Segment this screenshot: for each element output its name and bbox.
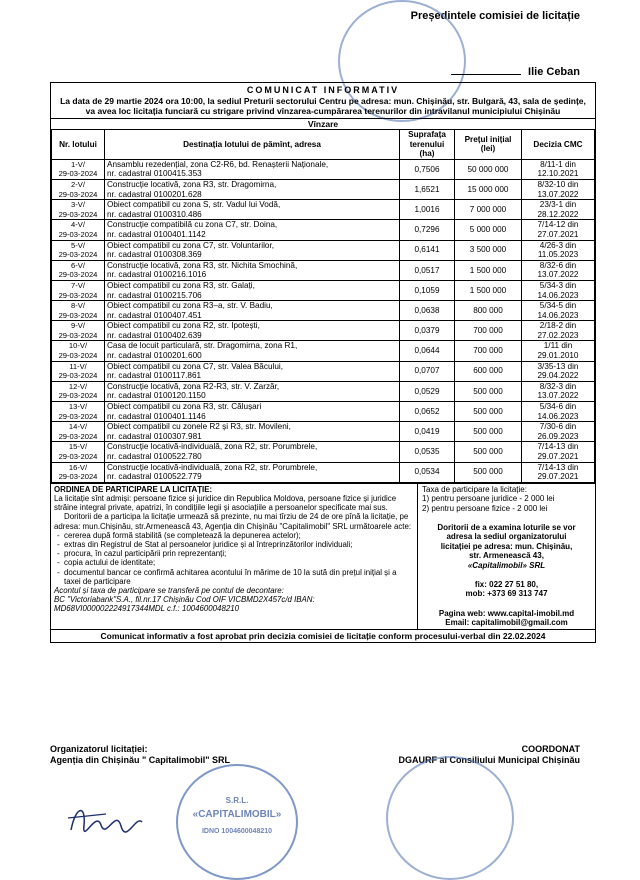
lot-number-cell-text: 11-V/ (69, 361, 87, 371)
destination-cell-text: nr. cadastral 0100120.1150 (107, 391, 206, 401)
document-title: COMUNICAT INFORMATIV (246, 85, 400, 95)
destination-cell-text: nr. cadastral 0100201.600 (107, 351, 202, 361)
decision-cell-text: 8/11-1 din (540, 159, 576, 169)
decision-cell-text: 13.07.2022 (537, 189, 579, 199)
lot-number-cell-text: 13-V/ (68, 402, 88, 412)
president-title: Președintele comisiei de licitație (410, 10, 580, 22)
price-cell-text: 700 000 (473, 326, 503, 336)
decision-cell-text: 13.07.2022 (537, 391, 579, 401)
destination-cell (105, 159, 400, 179)
lot-number-cell (52, 200, 105, 220)
table-row (52, 462, 595, 482)
area-cell (400, 462, 455, 482)
decision-cell-text: 27.07.2021 (537, 229, 579, 239)
price-cell-text: 1 500 000 (469, 265, 507, 275)
destination-cell-text: Obiect compatibil cu zona R2, str. Ipotești, (107, 321, 260, 331)
area-cell-text: 0,0535 (414, 447, 440, 457)
lot-number-cell-text: 29-03-2024 (58, 270, 98, 280)
decision-cell-text: 5/34-3 din (539, 280, 577, 290)
organizer-label: Organizatorul licitației: (50, 744, 148, 754)
destination-cell-text: nr. cadastral 0100215.706 (107, 290, 202, 300)
approval-note: Comunicat informativ a fost aprobat prin decizia comisiei de licitație conform procesului-verbal din 22.02.2024 (51, 629, 595, 642)
lot-number-cell-text: 6-V/ (71, 260, 85, 270)
lot-number-cell (52, 159, 105, 179)
coordonat-name: DGAURF al Consiliului Municipal Chișinău (398, 755, 580, 765)
lot-number-cell (52, 179, 105, 199)
area-cell (400, 341, 455, 361)
destination-cell (105, 220, 400, 240)
list-item: - documentul bancar ce confirmă achitarea acontului în mărime de 10 la sută din prețul inițial și a taxei de participare (64, 568, 414, 586)
lot-number-cell (52, 260, 105, 280)
area-cell-text: 0,7296 (414, 225, 440, 235)
area-cell (400, 159, 455, 179)
decision-cell-text: 14.06.2023 (537, 310, 579, 320)
fee-physical: 2) pentru persoane fizice - 2 000 lei (422, 503, 548, 513)
table-row (52, 260, 595, 280)
lot-number-cell-text: 29-03-2024 (58, 351, 98, 361)
examine-line-4: str. Armenească 43, (469, 551, 544, 561)
lot-number-cell-text: 29-03-2024 (58, 391, 98, 401)
email: Email: capitalimobil@gmail.com (445, 618, 568, 628)
table-row (52, 341, 595, 361)
destination-cell-text: Obiect compatibil cu zona R3, str. Călușari (107, 402, 262, 412)
destination-cell-text: Obiect compatibil cu zona S, str. Vadul lui Vodă, (107, 200, 281, 210)
lot-number-cell-text: 16-V/ (68, 462, 88, 472)
decision-cell-text: 27.02.2023 (537, 330, 579, 340)
area-cell (400, 442, 455, 462)
area-cell (400, 301, 455, 321)
price-cell (455, 422, 522, 442)
decision-cell-text: 8/32-10 din (537, 179, 579, 189)
table-header-row (52, 130, 595, 160)
destination-cell-text: Ansamblu rezedențial, zona C2-R6, bd. Renașterii Naționale, (107, 159, 329, 169)
lot-number-cell (52, 301, 105, 321)
signature-block (451, 66, 580, 78)
destination-cell-text: Construcție locativă, zona R3, str. Nichita Smochină, (107, 260, 298, 270)
price-cell-text: 5 000 000 (469, 225, 507, 235)
lot-number-cell (52, 240, 105, 260)
decision-cell-text: 14.06.2023 (537, 411, 579, 421)
lot-number-cell-text: 29-03-2024 (58, 290, 98, 300)
lot-number-cell-text: 29-03-2024 (58, 330, 98, 340)
decision-cell-text: 7/14-13 din (537, 442, 579, 452)
decision-cell-text: 1/11 din (543, 341, 573, 351)
announcement-document (50, 82, 596, 643)
table-row (52, 179, 595, 199)
price-cell (455, 240, 522, 260)
destination-cell-text: Construcție locativă, zona R2-R3, str. V. Zarzăr, (107, 381, 280, 391)
destination-cell-text: Casa de locuit particulară, str. Dragomirna, zona R1, (107, 341, 298, 351)
price-cell-text: 50 000 000 (467, 164, 509, 174)
table-row (52, 402, 595, 422)
order-heading: ORDINEA DE PARTICIPARE LA LICITAȚIE: (54, 484, 213, 494)
price-cell-text: 3 500 000 (469, 245, 507, 255)
decision-cell-text: 23/3-1 din (539, 200, 577, 210)
lot-number-cell (52, 341, 105, 361)
price-cell (455, 179, 522, 199)
area-cell (400, 361, 455, 381)
decision-cell-text: 7/14-12 din (537, 220, 579, 230)
decision-cell (522, 260, 595, 280)
decision-cell (522, 200, 595, 220)
table-row (52, 200, 595, 220)
bank-details-1: BC "Victoriabank"S.A., fil.nr.17 Chișinău Cod OIF VICBMD2X457c/d IBAN: (54, 595, 315, 605)
required-documents-list (54, 531, 414, 586)
decision-cell-text: 3/35-13 din (537, 361, 579, 371)
destination-cell-text: Obiect compatibil cu zona R3–a, str. V. Badiu, (107, 301, 273, 311)
decision-cell-text: 29.01.2010 (537, 351, 579, 361)
decision-cell (522, 381, 595, 401)
area-cell (400, 240, 455, 260)
price-cell-text: 500 000 (473, 427, 503, 437)
decision-cell (522, 462, 595, 482)
destination-cell-text: nr. cadastral 0100401.1146 (107, 411, 206, 421)
area-cell (400, 321, 455, 341)
area-cell-text: 1,0016 (414, 204, 440, 214)
price-cell-text: 800 000 (473, 305, 503, 315)
participation-order (51, 484, 418, 629)
examine-line-5: «Capitalimobil» SRL (467, 560, 546, 570)
table-row (52, 159, 595, 179)
area-cell (400, 280, 455, 300)
lot-number-cell-text: 2-V/ (71, 179, 85, 189)
price-cell-text: 15 000 000 (467, 184, 509, 194)
destination-cell-text: Obiect compatibil cu zonele R2 și R3, str. Movileni, (107, 422, 291, 432)
price-cell (455, 200, 522, 220)
price-cell (455, 301, 522, 321)
decision-cell (522, 422, 595, 442)
destination-cell-text: nr. cadastral 0100201.628 (107, 189, 202, 199)
lot-number-cell-text: 4-V/ (71, 220, 85, 230)
lot-number-cell (52, 381, 105, 401)
destination-cell-text: nr. cadastral 0100522.780 (107, 452, 202, 461)
lots-table (51, 129, 595, 483)
lot-number-cell-text: 29-03-2024 (58, 411, 98, 421)
lot-number-cell-text: 1-V/ (71, 159, 85, 169)
decision-cell-text: 5/34-6 din (539, 402, 577, 412)
phone-mobile: mob: +373 69 313 747 (465, 589, 548, 599)
decision-cell (522, 280, 595, 300)
decision-cell-text: 11.05.2023 (537, 250, 579, 260)
area-cell (400, 220, 455, 240)
decision-cell-text: 7/14-13 din (537, 462, 579, 472)
lot-number-cell-text: 7-V/ (71, 280, 85, 290)
table-row (52, 381, 595, 401)
price-cell (455, 321, 522, 341)
col-header-area: Suprafața terenului (ha) (400, 130, 455, 160)
price-cell-text: 1 500 000 (469, 285, 507, 295)
municipal-seal (386, 756, 514, 880)
destination-cell (105, 301, 400, 321)
price-cell-text: 700 000 (473, 346, 503, 356)
price-cell (455, 220, 522, 240)
coordonat-label: COORDONAT (521, 744, 580, 754)
destination-cell (105, 321, 400, 341)
price-cell-text: 500 000 (473, 467, 503, 477)
decision-cell (522, 361, 595, 381)
section-heading: Vînzare (51, 118, 595, 129)
decision-cell-text: 28.12.2022 (537, 209, 579, 219)
lot-number-cell-text: 5-V/ (71, 240, 85, 250)
participation-section (51, 483, 595, 629)
lot-number-cell-text: 10-V/ (68, 341, 88, 351)
price-cell (455, 361, 522, 381)
list-item: - copia actului de identitate; (64, 558, 414, 567)
price-cell-text: 500 000 (473, 406, 503, 416)
area-cell-text: 0,0644 (414, 346, 440, 356)
lot-number-cell-text: 29-03-2024 (58, 169, 98, 179)
decision-cell-text: 29.04.2022 (537, 371, 579, 381)
lot-number-cell-text: 29-03-2024 (58, 250, 98, 260)
destination-cell (105, 381, 400, 401)
order-p2: Doritorii de a participa la licitație urmează să prezinte, nu mai tîrziu de 24 de ore pînă la licitație, pe adresa: mun.Chișinău, str.Armenească 43, Agenția din Chișinău "Capitalimobil" SRL următoarele acte: (54, 512, 412, 531)
organizer-name: Agenția din Chișinău " Capitalimobil" SRL (50, 755, 231, 765)
destination-cell-text: nr. cadastral 0100522.779 (107, 472, 202, 482)
decision-cell (522, 321, 595, 341)
area-cell-text: 1,6521 (414, 184, 440, 194)
price-cell-text: 7 000 000 (469, 204, 507, 214)
area-cell (400, 179, 455, 199)
decision-cell (522, 301, 595, 321)
area-cell (400, 422, 455, 442)
table-row (52, 442, 595, 462)
company-stamp (176, 764, 298, 880)
destination-cell-text: nr. cadastral 0100415.353 (107, 169, 202, 179)
lot-number-cell-text: 29-03-2024 (58, 452, 98, 461)
fee-legal: 1) pentru persoane juridice - 2 000 lei (422, 494, 555, 504)
price-cell-text: 500 000 (473, 447, 503, 457)
destination-cell-text: Obiect compatibil cu zona C7, str. Voluntarilor, (107, 240, 275, 250)
price-cell (455, 280, 522, 300)
decision-cell-text: 7/30-6 din (539, 422, 577, 432)
destination-cell (105, 442, 400, 462)
lot-number-cell (52, 321, 105, 341)
price-cell (455, 260, 522, 280)
lot-number-cell-text: 8-V/ (71, 301, 85, 311)
lot-number-cell-text: 29-03-2024 (58, 431, 98, 441)
price-cell (455, 402, 522, 422)
table-row (52, 240, 595, 260)
decision-cell (522, 442, 595, 462)
table-row (52, 361, 595, 381)
list-item: - cererea după formă stabilită (se completează la depunerea actelor); (64, 531, 414, 540)
col-header-lot: Nr. lotului (52, 130, 105, 160)
table-row (52, 220, 595, 240)
destination-cell-text: Construcție locativă, zona R3, str. Dragomirna, (107, 179, 277, 189)
lot-number-cell-text: 29-03-2024 (58, 209, 98, 219)
destination-cell-text: nr. cadastral 0100307.981 (107, 431, 202, 441)
area-cell-text: 0,7506 (414, 164, 440, 174)
examine-line-1: Doritorii de a examina loturile se vor (437, 523, 576, 532)
lot-number-cell-text: 29-03-2024 (58, 310, 98, 320)
fees-contacts (418, 484, 595, 629)
destination-cell-text: Obiect compatibil cu zona C7, str. Valea Băcului, (107, 361, 283, 371)
area-cell (400, 200, 455, 220)
decision-cell-text: 4/26-3 din (539, 240, 577, 250)
decision-cell (522, 240, 595, 260)
examine-line-2: adresa la sediul organizatorului (446, 532, 567, 542)
phone-fix: fix: 022 27 51 80, (474, 580, 539, 590)
destination-cell-text: Construcție compatibilă cu zona C7, str. Doina, (107, 220, 278, 230)
decision-cell-text: 8/32-6 din (539, 260, 577, 270)
lot-number-cell-text: 3-V/ (71, 200, 85, 210)
order-p1: La licitație sînt admiși: persoane fizice și juridice din Republica Moldova, persoane fizice și juridice străine integral private, apatrizi, în condițiile legii și asociațiile a persoanelor specificate mai sus. (54, 493, 397, 513)
destination-cell (105, 462, 400, 482)
fees-heading: Taxa de participare la licitație: (422, 484, 527, 494)
list-item: - procura, în cazul participării prin reprezentanți; (64, 549, 414, 558)
lot-number-cell-text: 29-03-2024 (58, 189, 98, 199)
destination-cell (105, 361, 400, 381)
lot-number-cell-text: 29-03-2024 (58, 472, 98, 482)
destination-cell-text: nr. cadastral 0100401.1142 (107, 229, 206, 239)
price-cell (455, 381, 522, 401)
price-cell-text: 500 000 (473, 386, 503, 396)
area-cell-text: 0,0707 (414, 366, 440, 376)
stamp-company-name: «CAPITALIMOBIL» (192, 809, 282, 820)
stamp-idno: IDNO 1004600048210 (201, 828, 273, 835)
area-cell-text: 0,0638 (414, 305, 440, 315)
destination-cell-text: nr. cadastral 0100117.861 (107, 371, 202, 381)
destination-cell-text: Construcție locativă-individuală, zona R2, str. Porumbrele, (107, 442, 318, 452)
decision-cell-text: 14.06.2023 (537, 290, 579, 300)
lot-number-cell (52, 422, 105, 442)
price-cell (455, 442, 522, 462)
area-cell-text: 0,0652 (414, 406, 440, 416)
table-row (52, 301, 595, 321)
lot-number-cell-text: 29-03-2024 (58, 229, 98, 239)
destination-cell (105, 280, 400, 300)
table-row (52, 280, 595, 300)
signatory-name: Ilie Ceban (528, 66, 580, 78)
destination-cell (105, 402, 400, 422)
lot-number-cell (52, 402, 105, 422)
list-item: - extras din Registrul de Stat al persoanelor juridice și al întreprinzătorilor individuali; (64, 540, 414, 549)
price-cell-text: 600 000 (473, 366, 503, 376)
decision-cell-text: 2/18-2 din (539, 321, 577, 331)
area-cell (400, 260, 455, 280)
lot-number-cell-text: 9-V/ (71, 321, 85, 331)
col-header-decision: Decizia CMC (522, 130, 595, 160)
decision-cell-text: 29.07.2021 (537, 472, 579, 482)
order-p3: Acontul și taxa de participare se transferă pe contul de decontare: (54, 586, 284, 596)
destination-cell (105, 422, 400, 442)
lot-number-cell-text: 29-03-2024 (58, 371, 98, 381)
price-cell (455, 341, 522, 361)
lot-number-cell-text: 12-V/ (68, 381, 88, 391)
destination-cell (105, 341, 400, 361)
website: Pagina web: www.capital-imobil.md (438, 608, 575, 618)
decision-cell-text: 13.07.2022 (537, 270, 579, 280)
destination-cell-text: nr. cadastral 0100407.451 (107, 310, 202, 320)
area-cell-text: 0,0379 (414, 326, 440, 336)
area-cell-text: 0,0419 (414, 427, 440, 437)
destination-cell (105, 179, 400, 199)
lot-number-cell (52, 462, 105, 482)
destination-cell-text: Construcție locativă-individuală, zona R2, str. Porumbrele, (107, 462, 318, 472)
decision-cell-text: 8/32-3 din (539, 381, 577, 391)
examine-line-3: licitației pe adresa: mun. Chișinău, (440, 541, 573, 551)
decision-cell-text: 29.07.2021 (537, 452, 579, 461)
price-cell (455, 462, 522, 482)
lot-number-cell-text: 15-V/ (68, 442, 88, 452)
stamp-srl: S.R.L. (225, 796, 249, 805)
destination-cell (105, 200, 400, 220)
lot-number-cell-text: 14-V/ (68, 422, 88, 432)
decision-cell (522, 179, 595, 199)
signature-line (451, 74, 521, 75)
col-header-destination: Destinația lotului de pămînt, adresa (105, 130, 400, 160)
lot-number-cell (52, 361, 105, 381)
decision-cell-text: 5/34-5 din (539, 301, 577, 311)
decision-cell-text: 12.10.2021 (537, 169, 579, 179)
table-row (52, 422, 595, 442)
destination-cell (105, 260, 400, 280)
area-cell-text: 0,0517 (414, 265, 440, 275)
decision-cell (522, 159, 595, 179)
organizer-block (50, 744, 230, 766)
table-row (52, 321, 595, 341)
lot-number-cell (52, 442, 105, 462)
decision-cell (522, 402, 595, 422)
col-header-price: Prețul inițial (lei) (455, 130, 522, 160)
destination-cell-text: nr. cadastral 0100216.1016 (107, 270, 207, 280)
area-cell-text: 0,0529 (414, 386, 440, 396)
decision-cell (522, 220, 595, 240)
area-cell-text: 0,0534 (414, 467, 440, 477)
area-cell-text: 0,1059 (414, 285, 440, 295)
decision-cell (522, 341, 595, 361)
lot-number-cell (52, 220, 105, 240)
decision-cell-text: 26.09.2023 (537, 431, 579, 441)
document-intro: La data de 29 martie 2024 ora 10:00, la sediul Preturii sectorului Centru pe adresa: mun. Chișinău, str. Bulgară, 43, sala de ședințe, va avea loc licitația funciară cu strigare privind vînzarea-cumpărarea terenurilor din intravilanul municipiului Chișinău (60, 96, 586, 116)
area-cell (400, 402, 455, 422)
price-cell (455, 159, 522, 179)
destination-cell-text: nr. cadastral 0100310.486 (107, 209, 202, 219)
destination-cell-text: nr. cadastral 0100402.639 (107, 330, 202, 340)
area-cell (400, 381, 455, 401)
bank-details-2: MD68VI000002224917344MDL c.f.: 1004600048210 (54, 604, 239, 614)
destination-cell-text: nr. cadastral 0100308.369 (107, 250, 202, 260)
destination-cell (105, 240, 400, 260)
area-cell-text: 0,6141 (414, 245, 440, 255)
handwritten-signature (66, 800, 146, 840)
destination-cell-text: Obiect compatibil cu zona R3, str. Galați, (107, 280, 255, 290)
lot-number-cell (52, 280, 105, 300)
